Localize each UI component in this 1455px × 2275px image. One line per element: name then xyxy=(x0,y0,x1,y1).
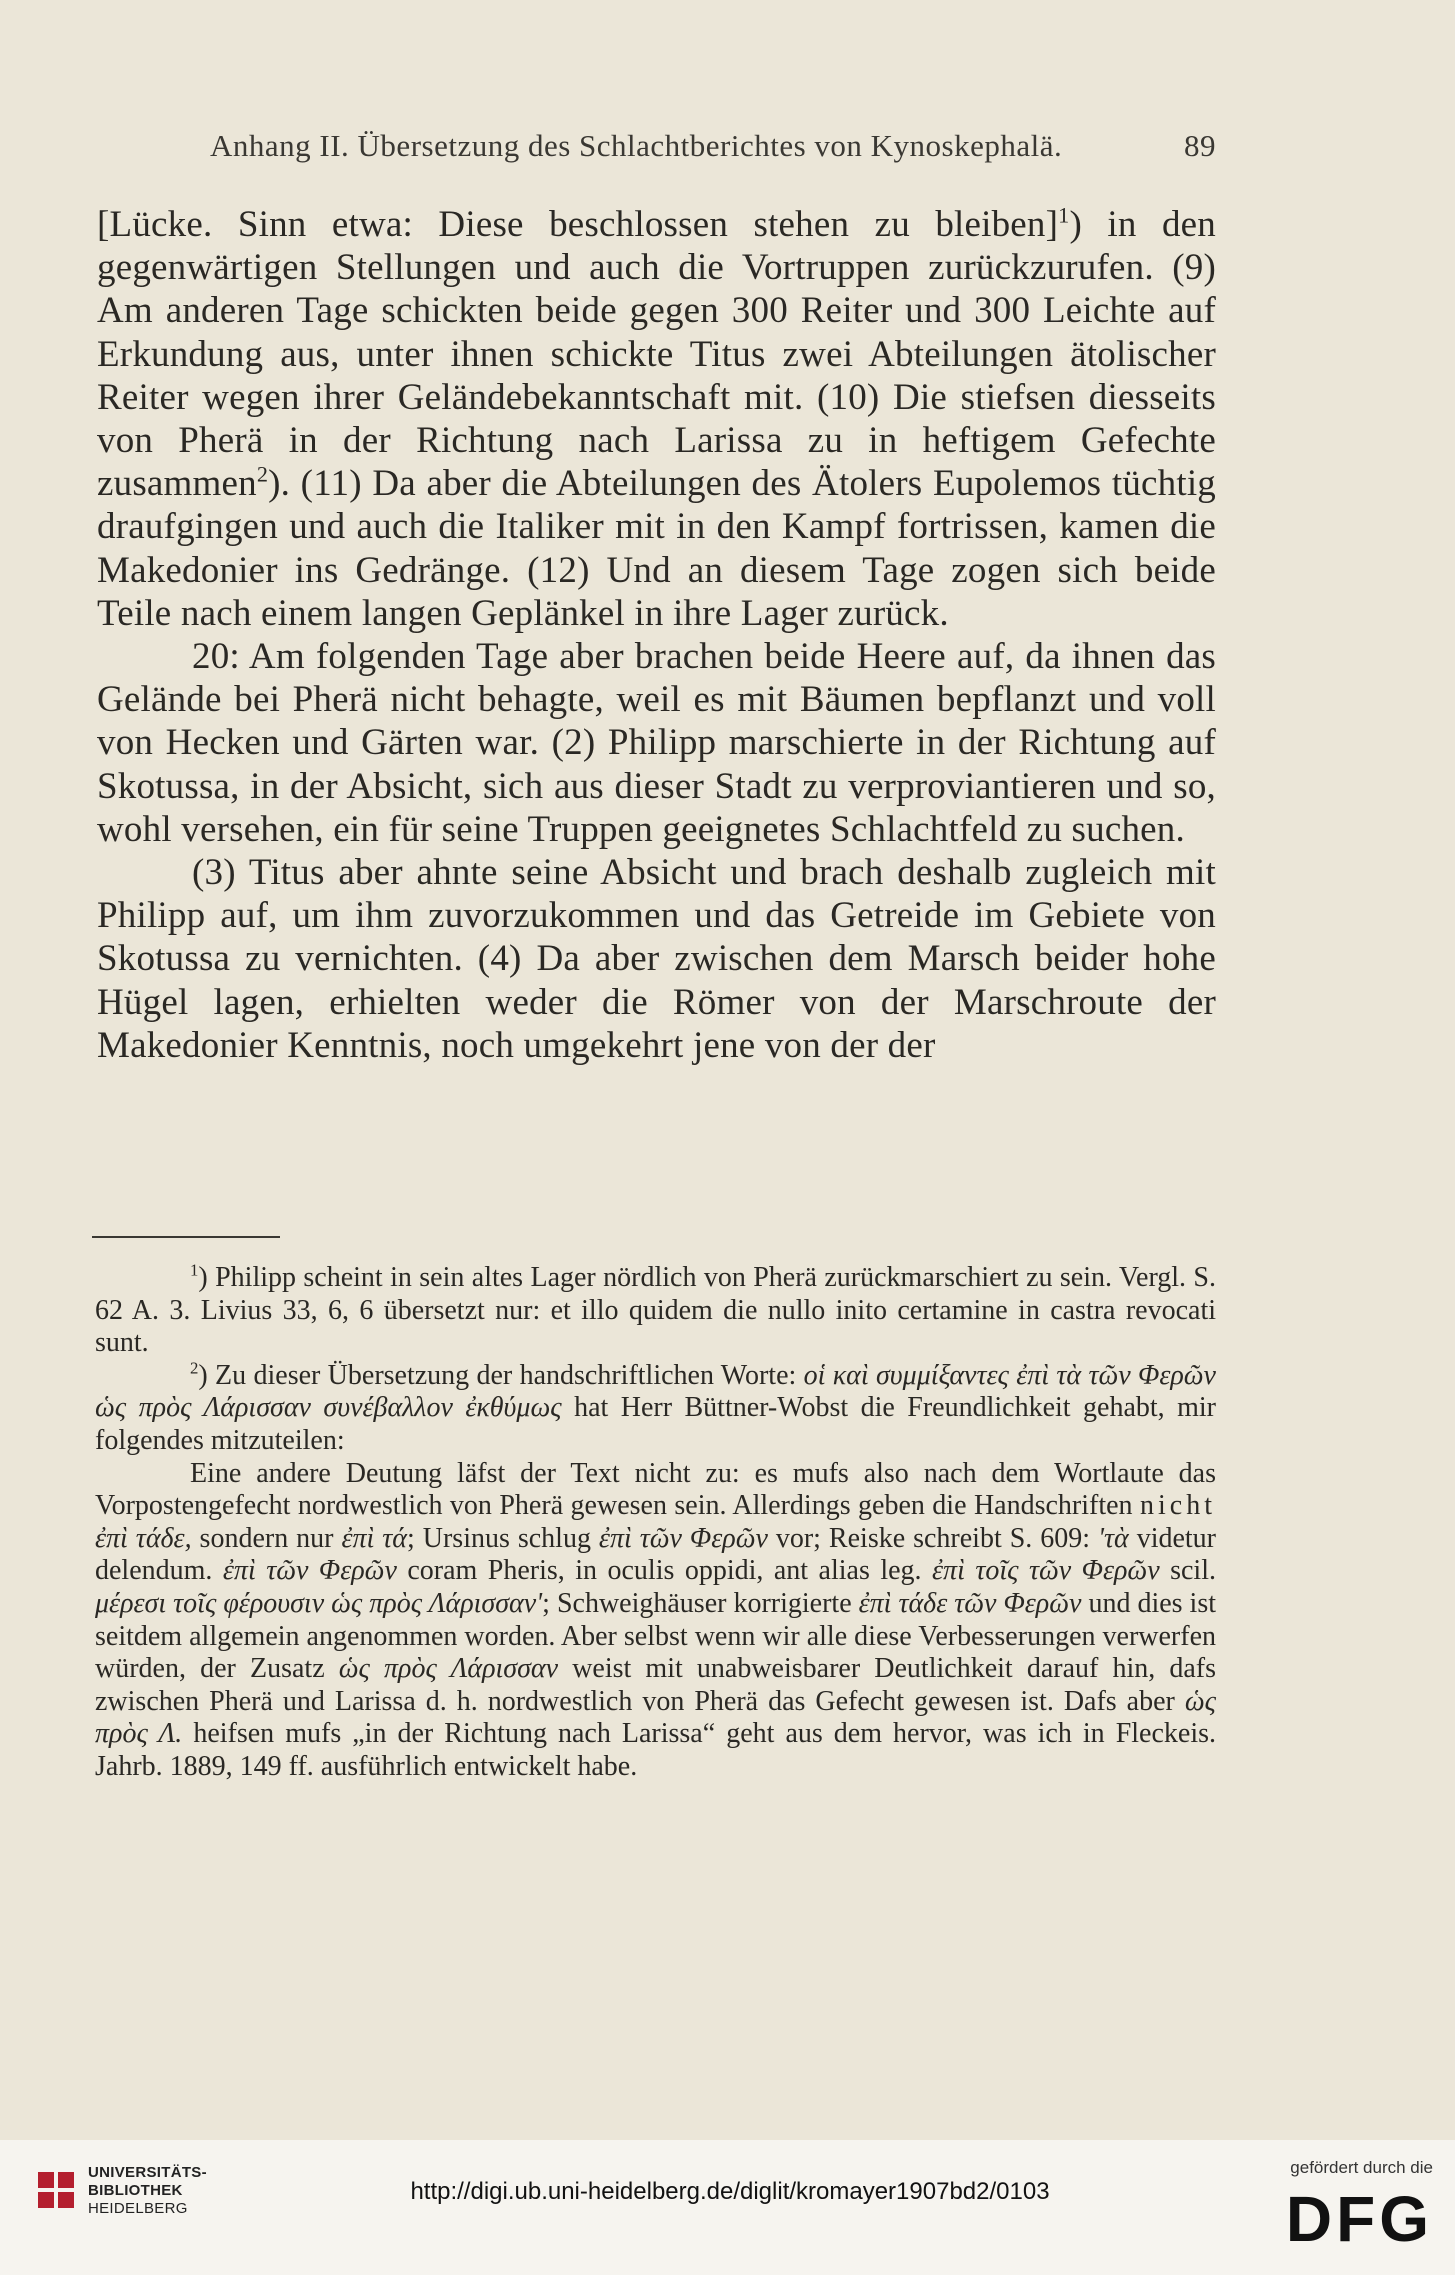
fn3-t7: scil. xyxy=(1159,1555,1216,1587)
fn3-t4: vor; Reiske schreibt S. 609: xyxy=(767,1522,1098,1554)
paragraph-1 xyxy=(97,203,1216,635)
fn3-g8: ἐπὶ τάδε τῶν Φερῶν xyxy=(858,1587,1082,1619)
library-line-2: BIBLIOTHEK xyxy=(88,2182,183,2199)
footnote-2 xyxy=(95,1360,1216,1458)
paragraph-2: 20: Am folgenden Tage aber brachen beide Heere auf, da ihnen das Gelände bei Pherä nicht behagte, weil es mit Bäumen bepflanzt und voll von Hecken und Gärten war. (2) Philipp marschierte in der Richtung auf Skotussa, in der Absicht, sich aus dieser Stadt zu verproviantieren und so, wohl versehen, ein für seine Truppen geeignetes Schlachtfeld zu suchen. xyxy=(97,636,1216,850)
fn3-t11: heifsen mufs „in der Richtung nach Larissa“ geht aus dem hervor, was ich in Fleckeis. Jahrb. 1889, 149 ff. ausführlich entwickelt habe. xyxy=(95,1718,1217,1782)
fn3-g5: ἐπὶ τῶν Φερῶν xyxy=(222,1555,397,1587)
footnote-2-text-a: ) Zu dieser Übersetzung der handschriftlichen Worte: xyxy=(198,1359,804,1391)
fn3-g9: ὡς πρὸς Λάρισσαν xyxy=(338,1653,559,1685)
fn3-emphasis: nicht xyxy=(1140,1490,1216,1522)
fn3-t9: und dies ist seitdem allgemein angenommen worden. Aber selbst wenn wir alle diese Verbesserungen verwerfen würden, der Zusatz xyxy=(95,1587,1217,1685)
fn3-g4: 'τὰ xyxy=(1098,1522,1129,1554)
fn3-t1: Eine andere Deutung läfst der Text nicht zu: es mufs also nach dem Wortlaute das Vorpostengefecht nordwestlich von Pherä gewesen sein. Allerdings geben die Handschriften xyxy=(95,1457,1216,1522)
p1-part-a: [Lücke. Sinn etwa: Diese beschlossen stehen zu bleiben] xyxy=(97,204,1059,245)
footnote-1 xyxy=(95,1262,1216,1360)
footnote-1-text: ) Philipp scheint in sein altes Lager nördlich von Pherä zurückmarschiert zu sein. Vergl. S. 62 A. 3. Livius 33, 6, 6 übersetzt nur: et illo quidem die nullo inito certamine in castra revocati sunt. xyxy=(95,1262,1216,1359)
footnote-divider xyxy=(92,1236,280,1238)
library-name xyxy=(88,2164,207,2218)
header-title: Anhang II. Übersetzung des Schlachtberichtes von Kynoskephalä. xyxy=(210,128,1063,163)
fn3-g1: ἐπὶ τάδε, xyxy=(95,1522,192,1554)
fn3-g10: ὡς πρὸς Λ. xyxy=(95,1685,1216,1750)
dfg-logo: DFG xyxy=(1285,2183,1433,2255)
permalink-url[interactable]: http://digi.ub.uni-heidelberg.de/diglit/kromayer1907bd2/0103 xyxy=(410,2178,1050,2205)
greek-quote: οἱ καὶ συμμίξαντες ἐπὶ τὰ τῶν Φερῶν ὡς πρὸς Λάρισσαν συνέβαλλον ἐκθύμως xyxy=(95,1359,1216,1424)
fn3-g2: ἐπὶ τά xyxy=(341,1522,407,1554)
fn3-g3: ἐπὶ τῶν Φερῶν xyxy=(598,1522,768,1554)
footnote-ref-2: 2 xyxy=(256,461,269,487)
fn3-t10: weist mit unabweisbarer Deutlichkeit darauf hin, dafs zwischen Pherä und Larissa d. h. nordwestlich von Pherä das Gefecht gewesen ist. Dafs aber xyxy=(95,1653,1217,1717)
fn3-t2: sondern nur xyxy=(191,1522,342,1554)
fn3-g7: μέρεσι τοῖς φέρουσιν ὡς πρὸς Λάρισσαν' xyxy=(95,1587,543,1619)
footnote-2-text-b: hat Herr Büttner-Wobst die Freundlichkeit gehabt, mir folgendes mitzuteilen: xyxy=(95,1392,1217,1456)
viewer-footer xyxy=(0,2140,1455,2275)
library-line-1: UNIVERSITÄTS- xyxy=(88,2164,207,2181)
funder-note: gefördert durch die xyxy=(1290,2158,1433,2177)
footnote-2-mark: 2 xyxy=(190,1358,199,1378)
fn3-t6: coram Pheris, in oculis oppidi, ant alias leg. xyxy=(396,1555,933,1587)
university-library-icon xyxy=(36,2170,76,2210)
footnote-1-mark: 1 xyxy=(190,1260,199,1280)
paragraph-3: (3) Titus aber ahnte seine Absicht und brach deshalb zugleich mit Philipp auf, um ihm zuvorzukommen und das Getreide im Gebiete von Skotussa zu vernichten. (4) Da aber zwischen dem Marsch beider hohe Hügel lagen, erhielten weder die Römer von der Marschroute der Makedonier Kenntnis, noch umgekehrt jene von der der xyxy=(97,852,1216,1066)
p1-part-c: ). (11) Da aber die Abteilungen des Ätolers Eupolemos tüchtig draufgingen und auch die Italiker mit in den Kampf fortrissen, kamen die Makedonier ins Gedränge. (12) Und an diesem Tage zogen sich beide Teile nach einem langen Geplänkel in ihre Lager zurück. xyxy=(97,463,1216,634)
page-number: 89 xyxy=(1184,128,1216,163)
footnote-2-continuation xyxy=(95,1458,1216,1784)
main-text xyxy=(97,203,1216,1067)
fn3-t8: ; Schweighäuser korrigierte xyxy=(542,1587,859,1619)
p1-part-b: ) in den gegenwärtigen Stellungen und auch die Vortruppen zurückzurufen. (9) Am anderen Tage schickten beide gegen 300 Reiter und 300 Leichte auf Erkundung aus, unter ihnen schickte Titus zwei Abteilungen ätolischer Reiter wegen ihrer Geländebekanntschaft mit. (10) Die stiefsen diesseits von Pherä in der Richtung nach Larissa zu in heftigem Gefechte zusammen xyxy=(97,204,1216,505)
library-line-3: HEIDELBERG xyxy=(88,2200,188,2217)
footnotes xyxy=(95,1262,1216,1784)
fn3-g6: ἐπὶ τοῖς τῶν Φερῶν xyxy=(932,1555,1160,1587)
fn3-t5: videtur delendum. xyxy=(95,1522,1216,1587)
fn3-t3: ; Ursinus schlug xyxy=(407,1522,599,1554)
footnote-ref-1: 1 xyxy=(1058,202,1070,228)
